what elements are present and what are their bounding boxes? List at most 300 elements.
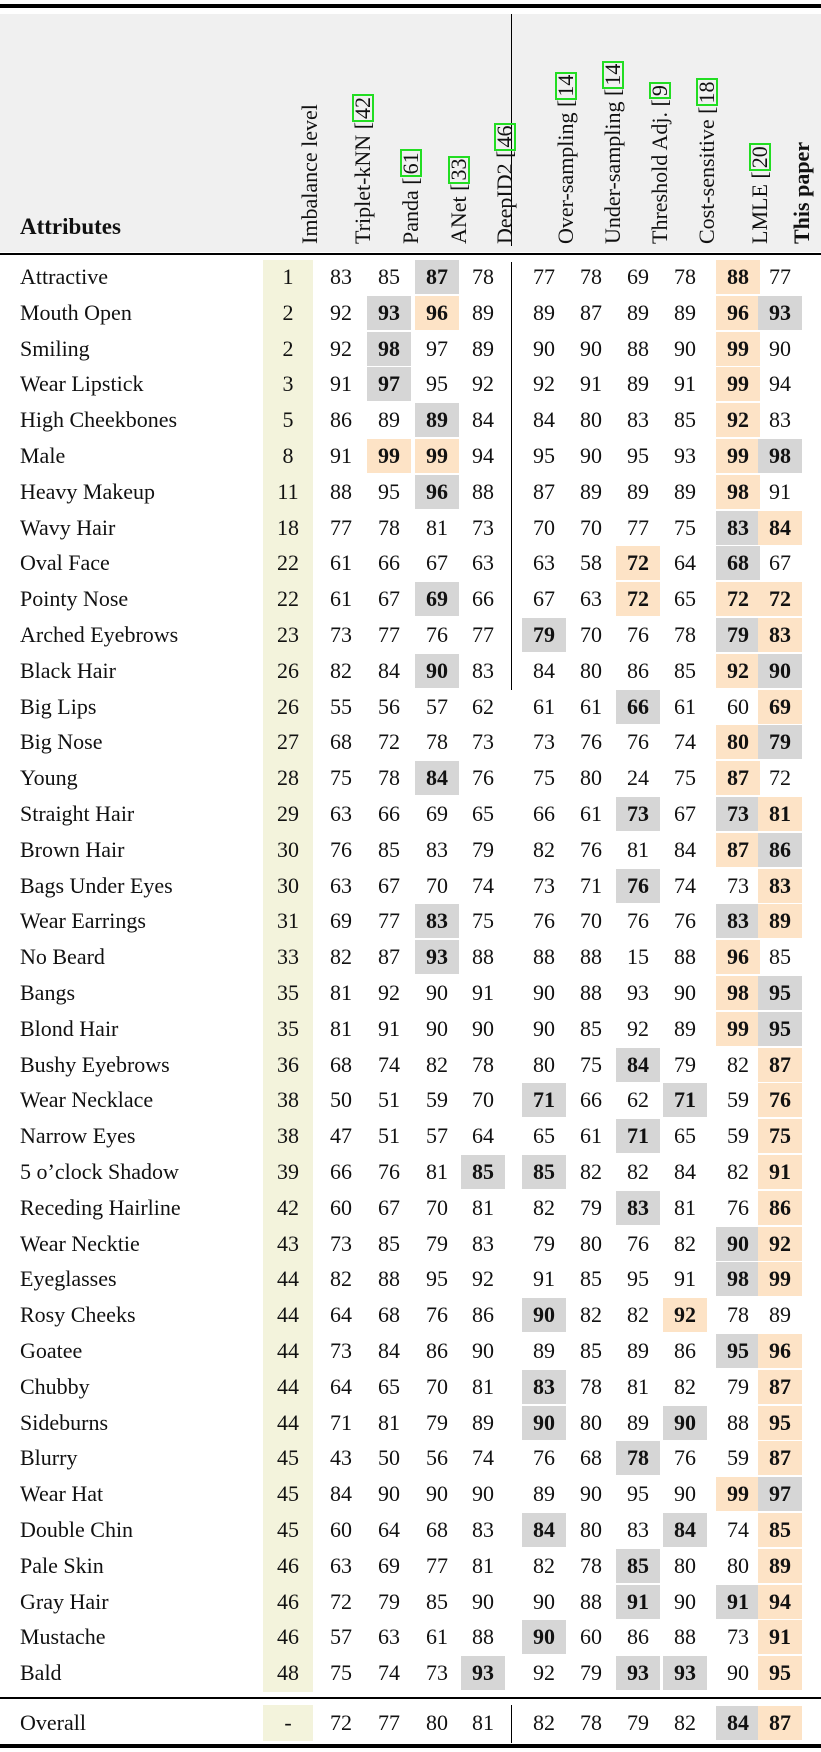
score-cell: 75 <box>674 514 696 540</box>
score-cell: 73 <box>330 622 352 647</box>
score-cell: 89 <box>580 478 602 504</box>
score-cell: 84 <box>616 1048 660 1082</box>
score-cell: 67 <box>378 586 400 612</box>
score-cell: 93 <box>627 980 649 1005</box>
score-cell: 82 <box>330 657 352 683</box>
score-cell: 92 <box>472 1266 494 1292</box>
score-cell: 77 <box>472 622 494 647</box>
score-cell: 59 <box>727 1087 749 1113</box>
table-row <box>0 1585 821 1621</box>
score-cell: 87 <box>758 1370 802 1404</box>
score-cell: 68 <box>378 1302 400 1328</box>
column-header: Panda [61 <box>400 149 422 244</box>
imbalance-level-cell: 36 <box>277 1051 299 1077</box>
imbalance-level-cell: 1 <box>282 264 294 289</box>
table-row <box>0 1262 821 1298</box>
score-cell: 83 <box>426 836 448 862</box>
column-header: Threshold Adj. [9 <box>649 82 671 244</box>
attribute-name: Wear Necktie <box>20 1230 140 1256</box>
score-cell: 67 <box>378 1194 400 1220</box>
score-cell: 60 <box>330 1517 352 1542</box>
imbalance-level-cell: 42 <box>277 1194 299 1220</box>
score-cell: 90 <box>716 1227 760 1261</box>
score-cell: 96 <box>716 296 760 330</box>
score-cell: 75 <box>758 1119 802 1153</box>
table-row <box>0 332 821 368</box>
score-cell: 92 <box>533 371 555 397</box>
score-cell: 95 <box>758 1656 802 1690</box>
table-bottom-rule <box>0 1744 821 1748</box>
table-row <box>0 1406 821 1442</box>
imbalance-level-cell: - <box>284 1710 292 1735</box>
score-cell: 81 <box>472 1552 494 1578</box>
score-cell: 81 <box>472 1194 494 1220</box>
score-cell: 91 <box>580 371 602 397</box>
score-cell: 83 <box>758 869 802 903</box>
score-cell: 61 <box>580 801 602 826</box>
score-cell: 80 <box>674 1552 696 1578</box>
score-cell: 66 <box>330 1159 352 1184</box>
score-cell: 82 <box>533 1194 555 1220</box>
score-cell: 89 <box>627 1338 649 1363</box>
score-cell: 61 <box>330 586 352 612</box>
attribute-name: Narrow Eyes <box>20 1123 136 1149</box>
column-header: Triplet-kNN [42 <box>352 94 374 244</box>
score-cell: 82 <box>533 1710 555 1735</box>
score-cell: 76 <box>580 836 602 862</box>
score-cell: 60 <box>330 1194 352 1220</box>
column-header-label: Over-sampling <box>553 106 578 244</box>
score-cell: 64 <box>330 1373 352 1399</box>
attribute-name: Black Hair <box>20 657 116 683</box>
score-cell: 78 <box>378 765 400 791</box>
score-cell: 67 <box>769 550 791 576</box>
score-cell: 72 <box>769 765 791 791</box>
score-cell: 84 <box>378 1338 400 1363</box>
imbalance-level-cell: 26 <box>277 693 299 719</box>
score-cell: 63 <box>472 550 494 576</box>
score-cell: 90 <box>758 654 802 688</box>
imbalance-level-cell: 35 <box>277 1015 299 1041</box>
score-cell: 89 <box>533 299 555 325</box>
score-cell: 92 <box>330 299 352 325</box>
score-cell: 51 <box>378 1123 400 1149</box>
table-row <box>0 761 821 797</box>
score-cell: 64 <box>330 1302 352 1328</box>
score-cell: 85 <box>461 1155 505 1189</box>
score-cell: 90 <box>472 1588 494 1614</box>
score-cell: 88 <box>378 1266 400 1292</box>
score-cell: 98 <box>716 475 760 509</box>
score-cell: 70 <box>580 514 602 540</box>
score-cell: 94 <box>769 371 791 397</box>
score-cell: 76 <box>616 869 660 903</box>
score-cell: 92 <box>716 654 760 688</box>
attribute-name: Mouth Open <box>20 299 132 325</box>
imbalance-level-cell: 5 <box>282 407 294 433</box>
score-cell: 79 <box>533 1230 555 1256</box>
score-cell: 73 <box>533 729 555 755</box>
score-cell: 96 <box>716 940 760 974</box>
score-cell: 90 <box>426 1015 448 1041</box>
column-header-label: This paper <box>789 141 814 244</box>
score-cell: 89 <box>758 904 802 938</box>
score-cell: 91 <box>472 980 494 1005</box>
score-cell: 70 <box>580 622 602 647</box>
score-cell: 95 <box>758 1012 802 1046</box>
attribute-name: Blond Hair <box>20 1015 119 1041</box>
score-cell: 89 <box>415 403 459 437</box>
imbalance-level-cell: 45 <box>277 1481 299 1507</box>
score-cell: 90 <box>522 1620 566 1654</box>
table-row <box>0 1513 821 1549</box>
score-cell: 67 <box>533 586 555 612</box>
score-cell: 90 <box>426 1481 448 1507</box>
score-cell: 66 <box>378 550 400 576</box>
score-cell: 51 <box>378 1087 400 1113</box>
score-cell: 89 <box>533 1481 555 1507</box>
score-cell: 93 <box>616 1656 660 1690</box>
table-row <box>0 1191 821 1227</box>
imbalance-level-cell: 45 <box>277 1445 299 1471</box>
imbalance-level-cell: 22 <box>277 586 299 612</box>
score-cell: 95 <box>758 1406 802 1440</box>
score-cell: 91 <box>674 371 696 397</box>
score-cell: 69 <box>415 582 459 616</box>
imbalance-level-cell: 46 <box>277 1552 299 1578</box>
citation-link[interactable]: 14 <box>555 72 577 100</box>
score-cell: 83 <box>330 264 352 289</box>
score-cell: 95 <box>627 1266 649 1292</box>
score-cell: 78 <box>472 264 494 289</box>
table-row <box>0 1706 821 1742</box>
score-cell: 86 <box>674 1338 696 1363</box>
table-row <box>0 654 821 690</box>
score-cell: 89 <box>674 478 696 504</box>
score-cell: 89 <box>627 299 649 325</box>
attribute-name: Young <box>20 765 78 791</box>
score-cell: 61 <box>580 1123 602 1149</box>
column-header: Cost-sensitive [18 <box>696 79 718 245</box>
column-header: LMLE [20 <box>749 143 771 244</box>
score-cell: 72 <box>758 582 802 616</box>
score-cell: 92 <box>330 335 352 361</box>
score-cell: 76 <box>627 1230 649 1256</box>
score-cell: 82 <box>727 1159 749 1184</box>
imbalance-level-cell: 8 <box>282 443 294 468</box>
score-cell: 90 <box>533 1015 555 1041</box>
score-cell: 84 <box>533 407 555 433</box>
score-cell: 82 <box>533 836 555 862</box>
score-cell: 68 <box>426 1517 448 1542</box>
score-cell: 63 <box>330 1552 352 1578</box>
table-row <box>0 475 821 511</box>
score-cell: 99 <box>716 332 760 366</box>
table-row <box>0 546 821 582</box>
score-cell: 76 <box>580 729 602 755</box>
score-cell: 77 <box>769 264 791 289</box>
score-cell: 78 <box>426 729 448 755</box>
imbalance-level-cell: 44 <box>277 1302 299 1328</box>
score-cell: 90 <box>533 980 555 1005</box>
score-cell: 91 <box>758 1155 802 1189</box>
imbalance-level-cell: 22 <box>277 550 299 576</box>
imbalance-level-cell: 2 <box>282 299 294 325</box>
score-cell: 65 <box>533 1123 555 1149</box>
score-cell: 99 <box>367 439 411 473</box>
score-cell: 95 <box>758 976 802 1010</box>
score-cell: 90 <box>769 335 791 361</box>
attribute-name: High Cheekbones <box>20 407 178 433</box>
score-cell: 88 <box>472 1624 494 1650</box>
score-cell: 95 <box>533 443 555 468</box>
column-header-label: Under-sampling <box>600 95 625 244</box>
score-cell: 57 <box>330 1624 352 1650</box>
score-cell: 90 <box>522 1298 566 1332</box>
score-cell: 79 <box>426 1409 448 1435</box>
column-header: DeepID2 [46 <box>494 123 516 244</box>
citation-link[interactable]: 14 <box>602 61 624 89</box>
score-cell: 88 <box>580 980 602 1005</box>
score-cell: 85 <box>580 1266 602 1292</box>
score-cell: 80 <box>580 1409 602 1435</box>
score-cell: 84 <box>533 657 555 683</box>
score-cell: 90 <box>415 654 459 688</box>
score-cell: 68 <box>580 1445 602 1471</box>
score-cell: 95 <box>426 1266 448 1292</box>
citation-link[interactable]: 9 <box>649 82 671 99</box>
score-cell: 73 <box>472 514 494 540</box>
score-cell: 98 <box>716 976 760 1010</box>
score-cell: 24 <box>627 765 649 791</box>
column-header-label: Triplet-kNN <box>350 129 375 244</box>
attribute-name: Bangs <box>20 980 75 1005</box>
score-cell: 82 <box>533 1552 555 1578</box>
score-cell: 92 <box>472 371 494 397</box>
score-cell: 86 <box>426 1338 448 1363</box>
imbalance-level-cell: 18 <box>277 514 299 540</box>
score-cell: 83 <box>522 1370 566 1404</box>
score-cell: 70 <box>426 1373 448 1399</box>
score-cell: 74 <box>472 1445 494 1471</box>
table-row <box>0 618 821 654</box>
score-cell: 96 <box>758 1334 802 1368</box>
score-cell: 85 <box>522 1155 566 1189</box>
table-row <box>0 1298 821 1334</box>
score-cell: 64 <box>674 550 696 576</box>
imbalance-level-cell: 27 <box>277 729 299 755</box>
imbalance-level-cell: 26 <box>277 657 299 683</box>
imbalance-level-cell: 33 <box>277 944 299 970</box>
table-row <box>0 904 821 940</box>
score-cell: 58 <box>580 550 602 576</box>
score-cell: 85 <box>674 407 696 433</box>
attributes-header: Attributes <box>20 214 121 239</box>
score-cell: 93 <box>461 1656 505 1690</box>
score-cell: 91 <box>716 1585 760 1619</box>
score-cell: 71 <box>522 1083 566 1117</box>
table-row <box>0 439 821 475</box>
score-cell: 63 <box>378 1624 400 1650</box>
score-cell: 84 <box>758 511 802 545</box>
score-cell: 78 <box>580 1710 602 1735</box>
score-cell: 98 <box>758 439 802 473</box>
score-cell: 83 <box>758 618 802 652</box>
score-cell: 90 <box>378 1481 400 1507</box>
score-cell: 83 <box>769 407 791 433</box>
citation-link[interactable]: 61 <box>400 149 422 177</box>
score-cell: 90 <box>674 1481 696 1507</box>
score-cell: 87 <box>758 1048 802 1082</box>
score-cell: 82 <box>674 1373 696 1399</box>
table-row <box>0 1083 821 1119</box>
column-header-label: DeepID2 <box>492 157 517 244</box>
score-cell: 80 <box>580 1517 602 1542</box>
attribute-name: Receding Hairline <box>20 1194 181 1220</box>
score-cell: 72 <box>716 582 760 616</box>
score-cell: 92 <box>716 403 760 437</box>
score-cell: 66 <box>378 801 400 826</box>
attribute-name: Gray Hair <box>20 1588 109 1614</box>
score-cell: 92 <box>627 1015 649 1041</box>
score-cell: 84 <box>415 761 459 795</box>
score-cell: 71 <box>616 1119 660 1153</box>
citation-link[interactable]: 18 <box>696 79 718 107</box>
attribute-name: Attractive <box>20 264 108 289</box>
score-cell: 81 <box>330 980 352 1005</box>
score-cell: 79 <box>472 836 494 862</box>
table-row <box>0 1155 821 1191</box>
score-cell: 96 <box>415 296 459 330</box>
score-cell: 62 <box>627 1087 649 1113</box>
score-cell: 95 <box>627 1481 649 1507</box>
score-cell: 88 <box>330 478 352 504</box>
score-cell: 75 <box>330 1660 352 1686</box>
score-cell: 82 <box>330 1266 352 1292</box>
score-cell: 97 <box>367 367 411 401</box>
score-cell: 67 <box>674 801 696 826</box>
score-cell: 87 <box>580 299 602 325</box>
column-header <box>791 142 813 244</box>
imbalance-level-cell: 44 <box>277 1373 299 1399</box>
score-cell: 67 <box>378 872 400 898</box>
score-cell: 88 <box>472 478 494 504</box>
score-cell: 84 <box>674 836 696 862</box>
score-cell: 71 <box>580 872 602 898</box>
score-cell: 65 <box>472 801 494 826</box>
score-cell: 63 <box>580 586 602 612</box>
score-cell: 99 <box>716 1012 760 1046</box>
score-cell: 57 <box>426 1123 448 1149</box>
score-cell: 74 <box>674 729 696 755</box>
citation-link[interactable]: 46 <box>494 123 516 151</box>
citation-link[interactable]: 42 <box>352 94 374 122</box>
score-cell: 79 <box>426 1230 448 1256</box>
score-cell: 64 <box>472 1123 494 1149</box>
score-cell: 69 <box>758 690 802 724</box>
score-cell: 76 <box>674 1445 696 1471</box>
score-cell: 77 <box>426 1552 448 1578</box>
score-cell: 70 <box>472 1087 494 1113</box>
score-cell: 85 <box>378 1230 400 1256</box>
citation-link[interactable]: 20 <box>749 143 771 171</box>
table-row <box>0 1441 821 1477</box>
table-row <box>0 1048 821 1084</box>
score-cell: 87 <box>415 260 459 294</box>
score-cell: 65 <box>674 586 696 612</box>
table-row <box>0 1477 821 1513</box>
score-cell: 85 <box>769 944 791 970</box>
score-cell: 79 <box>580 1660 602 1686</box>
citation-link[interactable]: 33 <box>448 156 470 184</box>
table-row <box>0 690 821 726</box>
table-row <box>0 725 821 761</box>
score-cell: 15 <box>627 944 649 970</box>
score-cell: 81 <box>330 1015 352 1041</box>
score-cell: 85 <box>758 1513 802 1547</box>
imbalance-level-cell: 29 <box>277 801 299 826</box>
score-cell: 66 <box>580 1087 602 1113</box>
score-cell: 82 <box>727 1051 749 1077</box>
score-cell: 74 <box>378 1660 400 1686</box>
score-cell: 80 <box>580 765 602 791</box>
table-row <box>0 1656 821 1692</box>
score-cell: 90 <box>674 1588 696 1614</box>
attribute-name: Big Lips <box>20 693 97 719</box>
score-cell: 72 <box>378 729 400 755</box>
table-row <box>0 1549 821 1585</box>
score-cell: 69 <box>426 801 448 826</box>
score-cell: 78 <box>580 1552 602 1578</box>
score-cell: 82 <box>674 1230 696 1256</box>
table-row <box>0 403 821 439</box>
attribute-name: Arched Eyebrows <box>20 622 179 647</box>
score-cell: 72 <box>330 1710 352 1735</box>
imbalance-level-cell: 44 <box>277 1266 299 1292</box>
score-cell: 87 <box>716 761 760 795</box>
score-cell: 83 <box>472 1230 494 1256</box>
attribute-name: Double Chin <box>20 1517 134 1542</box>
score-cell: 79 <box>580 1194 602 1220</box>
score-cell: 76 <box>758 1083 802 1117</box>
score-cell: 84 <box>674 1159 696 1184</box>
score-cell: 88 <box>674 1624 696 1650</box>
column-header-label: LMLE <box>747 178 772 244</box>
score-cell: 93 <box>663 1656 707 1690</box>
table-row <box>0 511 821 547</box>
header-rule <box>0 253 821 255</box>
score-cell: 61 <box>580 693 602 719</box>
score-cell: 61 <box>330 550 352 576</box>
score-cell: 93 <box>674 443 696 468</box>
score-cell: 68 <box>330 1051 352 1077</box>
score-cell: 68 <box>330 729 352 755</box>
score-cell: 95 <box>627 443 649 468</box>
score-cell: 80 <box>426 1710 448 1735</box>
score-cell: 91 <box>758 1620 802 1654</box>
score-cell: 69 <box>330 908 352 934</box>
score-cell: 84 <box>716 1706 760 1740</box>
score-cell: 85 <box>674 657 696 683</box>
score-cell: 83 <box>716 904 760 938</box>
score-cell: 63 <box>533 550 555 576</box>
imbalance-level-cell: 31 <box>277 908 299 934</box>
score-cell: 82 <box>426 1051 448 1077</box>
score-cell: 88 <box>472 944 494 970</box>
score-cell: 93 <box>758 296 802 330</box>
score-cell: 50 <box>378 1445 400 1471</box>
score-cell: 66 <box>616 690 660 724</box>
